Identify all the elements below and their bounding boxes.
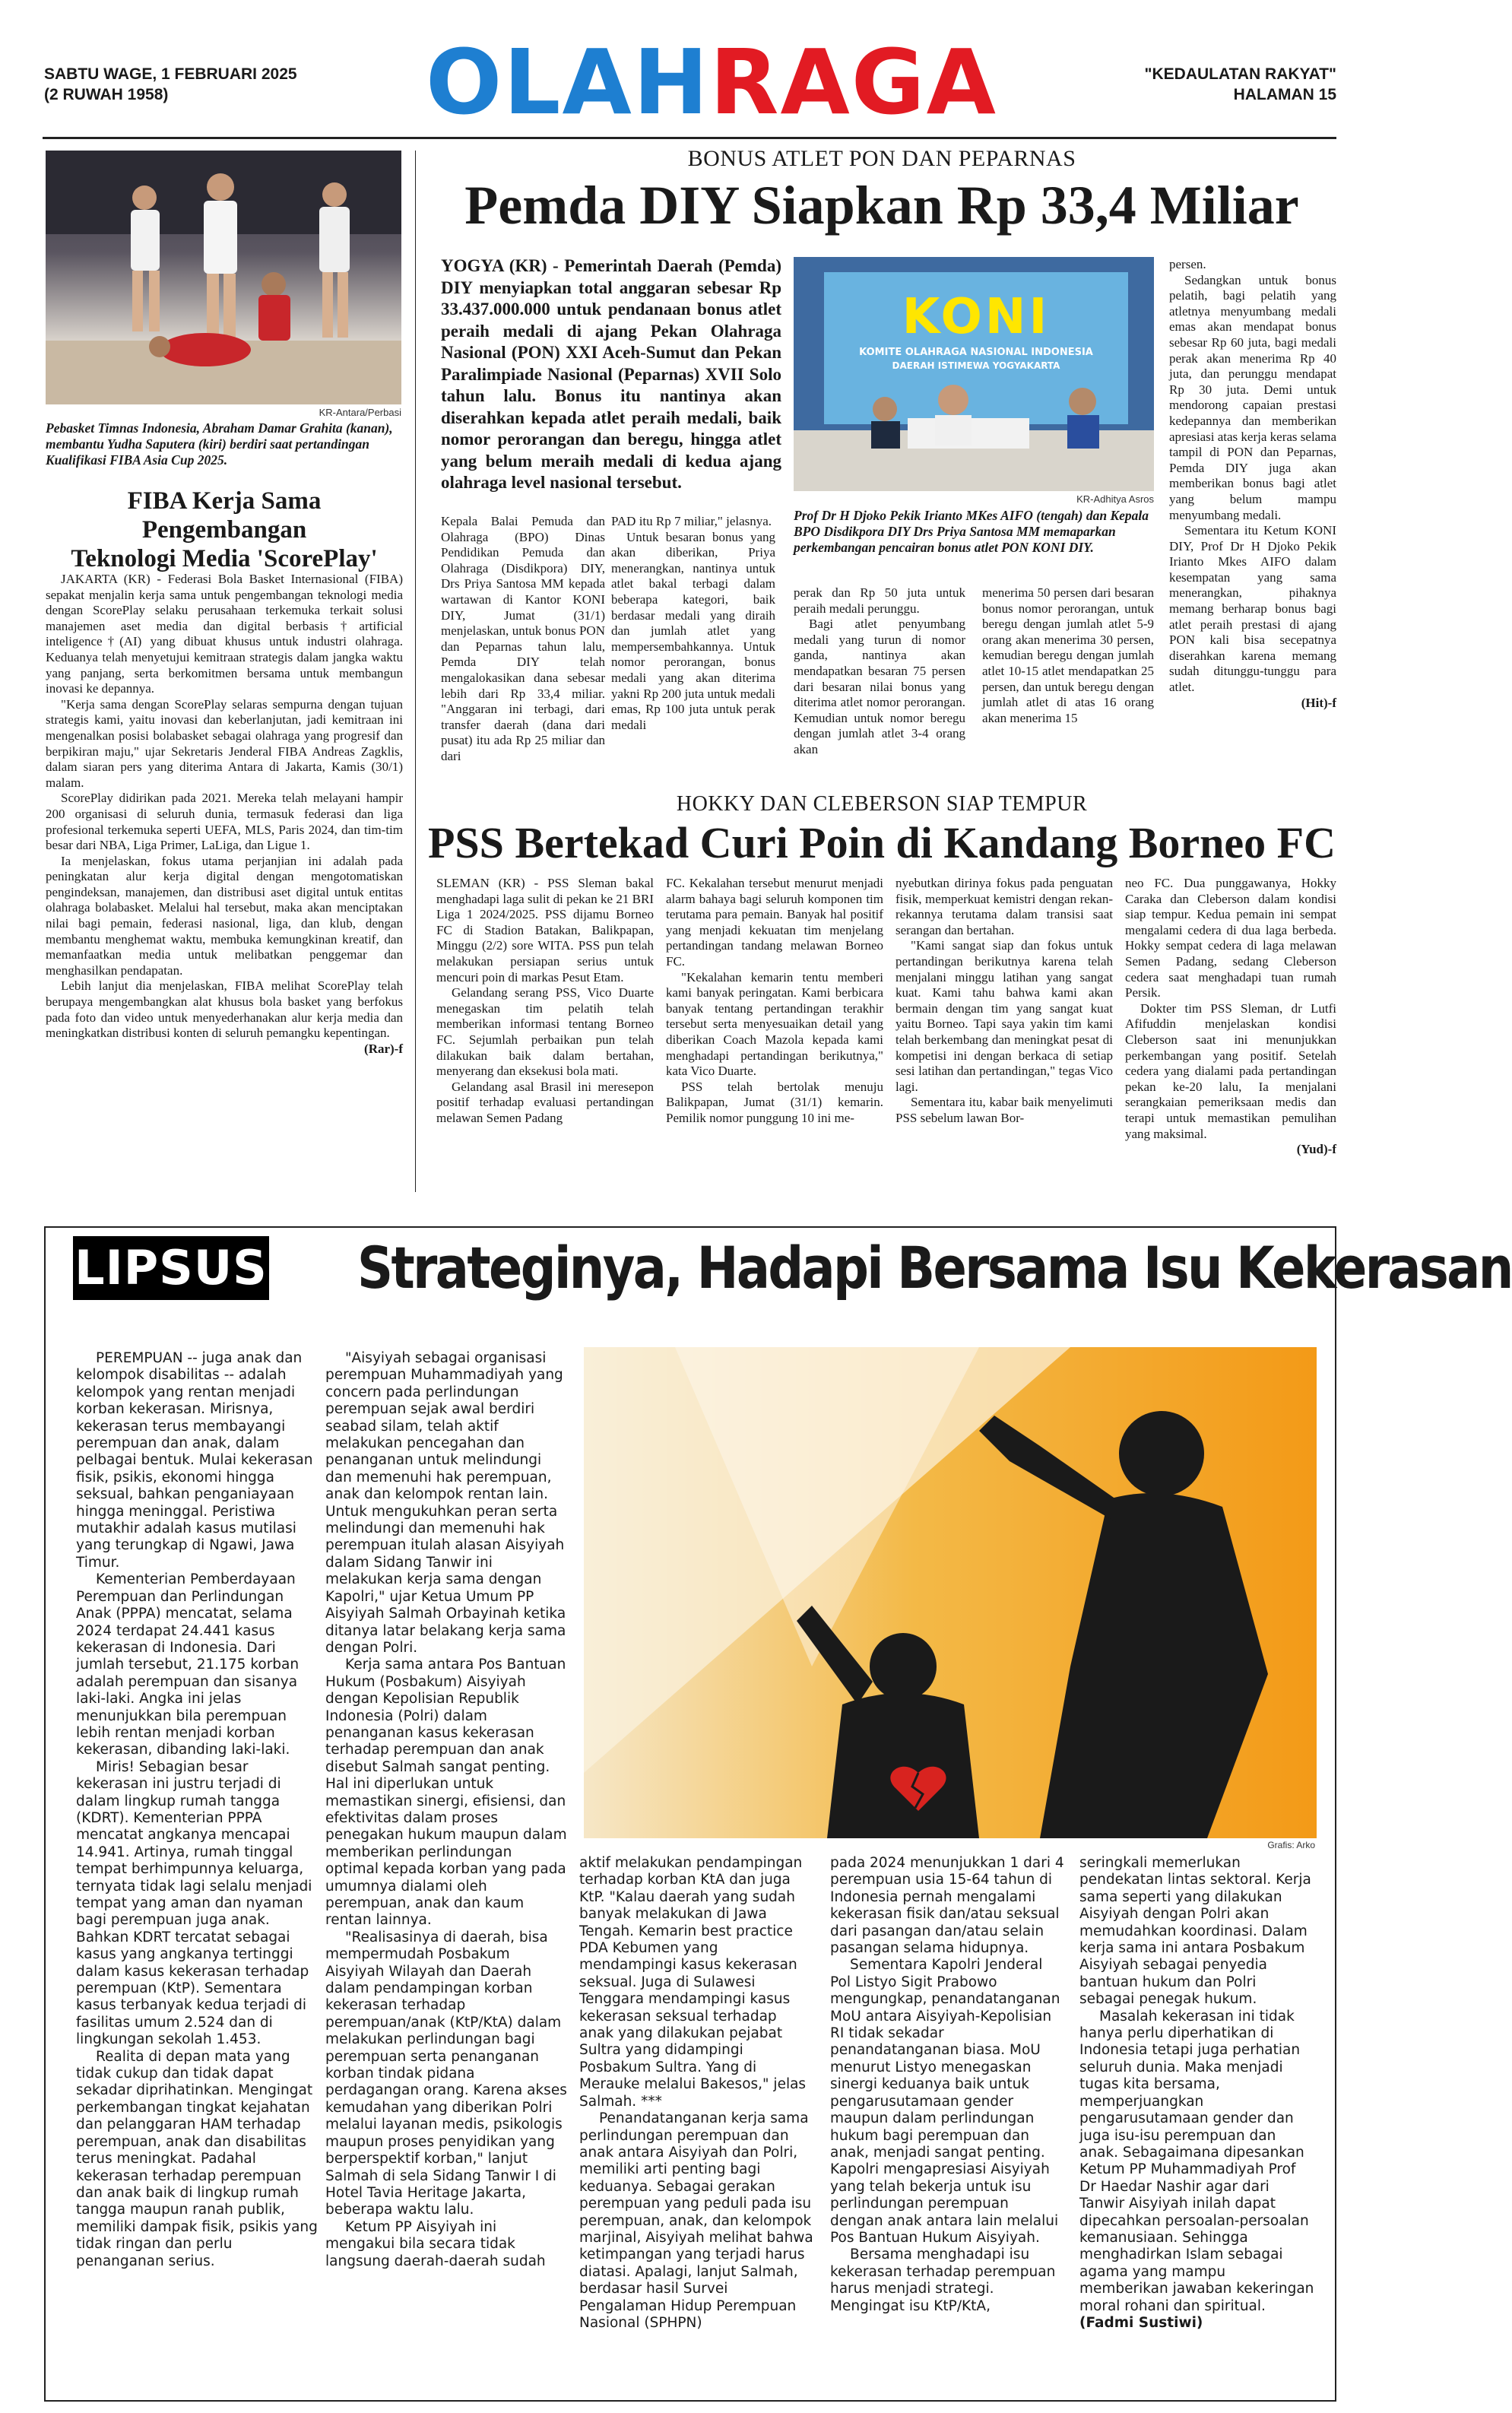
lipsus-paragraph: Realita di depan mata yang tidak cukup dan tidak dapat sekadar diprihatinkan. Mengingat perkembangan tingkat kejahatan dan pelanggaran HAM terhadap perempuan, anak dan disabilitas terus meningkat. Padahal kekerasan terhadap perempuan dan anak baik di lingkup rumah tangga maupun ranah publik, memiliki dampak fisik, psikis yang tidak ringan dan perlu penanganan serius.	[76, 2048, 318, 2269]
lipsus-paragraph: Masalah kekerasan ini tidak hanya perlu diperhatikan di Indonesia tetapi juga perhatian seluruh dunia. Maka menjadi tugas kita bersama, memperjuangkan pengarusutamaan gender dan juga isu-isu perempuan dan anak. Sebagaimana dipesankan Ketum PP Muhammadiyah Prof Dr Haedar Nashir agar dari Tanwir Aisyiyah inilah dapat dipecahkan persoalan-persoalan kemanusiaan. Sehingga menghadirkan Islam sebagai agama yang mampu memberikan jawaban kekeringan moral rohani dan spiritual.	[1079, 2008, 1314, 2314]
masthead-date-block	[44, 64, 297, 105]
lipsus-paragraph: Sementara Kapolri Jenderal Pol Listyo Sigit Prabowo mengungkap, penandatanganan MoU antara Aisyiyah-Kepolisian RI tidak sekadar penandatanganan biasa. MoU menurut Listyo menegaskan sinergi keduanya baik untuk pengarusutamaan gender maupun dalam perlindungan hukum bagi perempuan dan anak, menjadi sangat penting. Kapolri mengapresiasi Aisyiyah yang telah bekerja untuk isu perlindungan perempuan dengan anak antara lain melalui Pos Bantuan Hukum Aisyiyah.	[830, 1957, 1060, 2246]
lipsus-paragraph: "Aisyiyah sebagai organisasi perempuan Muhammadiyah yang concern pada perlindungan perempuan sejak awal berdiri seabad silam, telah aktif melakukan pencegahan dan penanganan untuk melindungi dan memenuhi hak perempuan, anak dan kelompok rentan lain. Untuk mengukuhkan peran serta melindungi dan memenuhi hak perempuan itulah alasan Aisyiyah dalam Sidang Tanwir ini melakukan kerja sama dengan Kapolri," ujar Ketua Umum PP Aisyiyah Salmah Orbayinah ketika ditanya latar belakang kerja sama dengan Polri.	[325, 1350, 566, 1656]
basketball-players-illustration	[46, 151, 401, 404]
pss-col3a-text: nyebutkan dirinya fokus pada penguatan fisik, memperkuat kemistri dengan rekan-rekannya terutama dalam transisi saat serangan dan bertahan.	[895, 876, 1113, 937]
pss-col4a-text: neo FC. Dua punggawanya, Hokky Caraka dan Cleberson dalam kondisi siap tempur. Kedua pemain ini sempat mengalami cedera di dua laga berbeda. Hokky sempat cedera di laga melawan Semen Padang, sedang Cleberson cedera saat menghadapi tuan rumah Persik.	[1125, 876, 1336, 1000]
pon-col3	[794, 585, 965, 758]
lipsus-paragraph: PEREMPUAN -- juga anak dan kelompok disabilitas -- adalah kelompok yang rentan menjadi korban kekerasan. Mirisnya, kekerasan terus membayangi perempuan dan anak, dalam pelbagai bentuk. Mulai kekerasan fisik, psikis, ekonomi hingga seksual, bahkan penganiayaan hingga meninggal. Peristiwa mutakhir adalah kasus mutilasi yang terungkap di Ngawi, Jawa Timur.	[76, 1350, 313, 1571]
pss-col2a-text: FC. Kekalahan tersebut menurut menjadi alarm bahaya bagi seluruh komponen tim terutama para pemain. Banyak hal positif yang menjadi kekuatan tim menjelang pertandingan tandang melawan Borneo FC.	[666, 876, 883, 969]
fiba-paragraph: Ia menjelaskan, fokus utama perjanjian ini adalah pada peningkatan alur kerja digital dengan mengotomatiskan pengindeksan, manajemen, dan distribusi aset digital untuk entitas olahraga bolabasket. Melalui hal tersebut, maka akan menciptakan nilai bagi pemain, federasi nasional, liga, dan klub, dengan membantu menghemat waktu, membuka kemungkinan kreatif, dan memanfaatkan media untuk melibatkan penggemar dan menghasilkan pendapatan.	[46, 853, 403, 978]
koni-banner-sub1: KOMITE OLAHRAGA NASIONAL INDONESIA	[859, 347, 1093, 358]
section-logo	[426, 30, 997, 135]
fiba-paragraph: ScorePlay didirikan pada 2021. Mereka telah melayani hampir 200 organisasi di seluruh dunia, termasuk federasi dan liga profesional terkemuka seperti UEFA, MLS, Paris 2024, dan tim-tim besar dari NBA, Liga Primer, LaLiga, dan Ligue 1.	[46, 791, 403, 853]
pon-col2	[611, 514, 775, 733]
lipsus-col2	[325, 1350, 569, 2270]
pon-col3b-text: Bagi atlet penyumbang medali yang turun di nomor ganda, nantinya akan mendapatkan besaran 75 persen dari besaran nilai bonus yang diterima atlet nomor perorangan. Kemudian untuk nomor beregu dengan jumlah atlet 3-4 orang akan	[794, 617, 965, 756]
lipsus-paragraph: Ketum PP Aisyiyah ini mengakui bila secara tidak langsung daerah-daerah sudah	[325, 2218, 546, 2269]
fiba-photo-credit: KR-Antara/Perbasi	[319, 407, 401, 418]
pss-col2c-text: PSS telah bertolak menuju Balikpapan, Jumat (31/1) kemarin. Pemilik nomor punggung 10 ini me-	[666, 1079, 883, 1125]
lipsus-paragraph: aktif melakukan pendampingan terhadap korban KtA dan juga KtP. "Kalau daerah yang sudah banyak melakukan di Jawa Tengah. Kemarin best practice PDA Kebumen yang mendampingi kasus kekerasan seksual. Juga di Sulawesi Tenggara mendampingi kasus kekerasan seksual terhadap anak yang dilakukan pejabat Sultra yang didampingi Posbakum Sultra. Yang di Merauke melalui Bakesos," jelas Salmah. ***	[579, 1855, 807, 2110]
pon-col2-text: PAD itu Rp 7 miliar," jelasnya.	[611, 514, 772, 528]
pon-col5b-text: Sedangkan untuk bonus pelatih, bagi pelatih yang atletnya menyumbang medali emas akan mendapat bonus sebesar Rp 60 juta, bagi medali perak akan menerima Rp 40 juta, dan perunggu mendapat Rp 30 juta. Demi untuk mendorong capaian prestasi kedepannya dan memberikan apresiasi atas kerja keras selama tampil di PON dan Peparnas, Pemda DIY juga akan memberikan bonus bagi atlet yang belum mampu menyumbang medali.	[1169, 272, 1336, 522]
lipsus-paragraph: Bersama menghadapi isu kekerasan terhadap perempuan harus menjadi strategi. Mengingat isu KtP/KtA,	[830, 2247, 1056, 2314]
fiba-sign: (Rar)-f	[364, 1041, 403, 1056]
masthead-page: HALAMAN 15	[1233, 86, 1336, 103]
lipsus-paragraph: Miris! Sebagian besar kekerasan ini justru terjadi di dalam lingkup rumah tangga (KDRT). Kementerian PPPA mencatat angkanya mencapai 14.941. Artinya, rumah tinggal tempat berhimpunnya keluarga, ternyata tidak lagi selalu menjadi tempat yang aman dan nyaman bagi perempuan juga anak. Bahkan KDRT tercatat sebagai kasus yang angkanya tertinggi dalam kasus kekerasan terhadap perempuan (KtP). Sementara kasus terbanyak kedua terjadi di fasilitas umum 2.524 dan di lingkungan sekolah 1.453.	[76, 1758, 312, 2048]
pon-photo-caption: Prof Dr H Djoko Pekik Irianto MKes AIFO (tengah) dan Kepala BPO Disdikpora DIY Drs Priya Santosa MM memaparkan perkembangan pencairan bonus atlet PON KONI DIY.	[794, 508, 1149, 555]
lipsus-paragraph: Kementerian Pemberdayaan Perempuan dan Perlindungan Anak (PPPA) mencatat, selama 2024 terdapat 24.441 kasus kekerasan di Indonesia. Dari jumlah tersebut, 21.175 korban adalah perempuan dan sisanya laki-laki. Angka ini jelas menunjukkan bila perempuan lebih rentan menjadi korban kekerasan, dibanding laki-laki.	[76, 1571, 300, 1758]
pon-col2b-text: Untuk besaran bonus yang akan diberikan, Priya menerangkan, nantinya untuk atlet bakal terbagi dalam beberapa kategori, baik berdasar medali yang diraih dan jumlah atlet yang mempersembahkannya. Untuk nomor perorangan, bonus medali yang akan diterima yakni Rp 200 juta untuk medali emas, Rp 100 juta untuk perak medali	[611, 529, 775, 732]
pss-col2	[666, 876, 883, 1127]
lipsus-graphic-credit: Grafis: Arko	[1267, 1840, 1315, 1850]
pon-col5c-text: Sementara itu Ketum KONI DIY, Prof Dr H Djoko Pekik Irianto Mkes AIFO dalam kesempatan yang sama menerangkan, pihaknya memang berharap bonus bagi atlet peraih prestasi di ajang PON kali bisa secepatnya diserahkan karena memang sudah ditunggu-tunggu para atlet.	[1169, 523, 1336, 695]
masthead-date: SABTU WAGE, 1 FEBRUARI 2025	[44, 65, 297, 83]
pon-col3-text: perak dan Rp 50 juta untuk peraih medali perunggu.	[794, 585, 965, 616]
lipsus-paragraph: Penandatanganan kerja sama perlindungan perempuan dan anak antara Aisyiyah dan Polri, memiliki arti penting bagi keduanya. Sebagai gerakan perempuan yang peduli pada isu perempuan, anak, dan kelompok marjinal, Aisyiyah melihat bahwa ketimpangan yang terjadi harus diatasi. Apalagi, lanjut Salmah, berdasar hasil Survei Pengalaman Hidup Perempuan Nasional (SPHPN)	[579, 2110, 813, 2331]
koni-banner-title: KONI	[902, 289, 1051, 345]
fiba-headline	[46, 487, 403, 573]
pon-photo-credit: KR-Adhitya Asros	[1076, 493, 1154, 505]
fiba-headline-line2: Teknologi Media 'ScorePlay'	[71, 545, 378, 572]
lipsus-col5	[1079, 1855, 1315, 2332]
fiba-body	[46, 572, 403, 1057]
pon-col1-text: Kepala Balai Pemuda dan Olahraga (BPO) Dinas Pendidikan Pemuda dan Olahraga (Disdikpora) DIY, Drs Priya Santosa MM kepada wartawan di Kantor KONI DIY, Jumat (31/1) menjelaskan, untuk bonus PON dan Peparnas tahun lalu, Pemda DIY telah mengalokasikan dana sebesar lebih dari Rp 33,4 miliar. "Anggaran ini terbagi, dari transfer daerah (dana dari pusat) itu ada Rp 25 miliar dan dari	[441, 514, 605, 763]
lipsus-paragraph: "Realisasinya di daerah, bisa mempermudah Posbakum Aisyiyah Wilayah dan Daerah dalam pendampingan korban kekerasan terhadap perempuan/anak (KtP/KtA) dalam melakukan perlindungan bagi perempuan serta penanganan korban tindak pidana perdagangan orang. Karena akses kemudahan yang diberikan Polri melalui layanan medis, psikologis maupun proses penyidikan yang berperspektif korban," lanjut Salmah di sela Sidang Tanwir I di Hotel Tavia Heritage Jakarta, beberapa waktu lalu.	[325, 1929, 567, 2218]
pon-photo	[794, 257, 1154, 491]
pon-kicker: BONUS ATLET PON DAN PEPARNAS	[687, 146, 1076, 171]
masthead-rule	[43, 137, 1336, 139]
pss-col1c-text: Gelandang asal Brasil ini meresepon positif terhadap evaluasi pertandingan melawan Semen Padang	[436, 1079, 654, 1125]
lipsus-col4	[830, 1855, 1066, 2315]
pon-sign: (Hit)-f	[1301, 695, 1336, 710]
koni-banner-sub2: DAERAH ISTIMEWA YOGYAKARTA	[892, 360, 1060, 371]
masthead-right-block	[1145, 64, 1336, 105]
pss-col3b-text: "Kami sangat siap dan fokus untuk pertandingan berikutnya karena telah menjalani minggu latihan yang sangat kuat. Kami tahu bahwa kami akan bermain dengan tim yang sangat kuat yaitu Borneo. Tapi saya yakin tim kami telah berkembang dan meningkat pesat di kompetisi ini dengan berkaca di setiap sesi latihan dan pertandingan," tegas Vico lagi.	[895, 938, 1113, 1094]
fiba-paragraph: "Kerja sama dengan ScorePlay selaras sempurna dengan tujuan strategis kami, yaitu inovasi dan keberlanjutan, jadi kemitraan ini mengenalkan posisi bolabasket sebagai olahraga yang progresif dan berpikiran maju," ujar Sekretaris Jenderal FIBA Andreas Zagklis, dalam siaran pers yang diterima Antara di Jakarta, Kamis (30/1) malam.	[46, 696, 403, 790]
pon-col4-text: menerima 50 persen dari besaran bonus nomor perorangan, untuk beregu dengan jumlah atlet 5-9 orang akan menerima 30 persen, kemudian beregu dengan jumlah atlet 10-15 atlet mendapatkan 25 persen, dan untuk beregu dengan jumlah atlet di atas 16 orang akan menerima 15	[982, 585, 1154, 725]
pss-col1	[436, 876, 654, 1127]
pon-headline: Pemda DIY Siapkan Rp 33,4 Miliar	[464, 175, 1299, 236]
lipsus-col1	[76, 1350, 318, 2270]
pss-headline: PSS Bertekad Curi Poin di Kandang Borneo FC	[428, 818, 1336, 867]
pss-col3	[895, 876, 1113, 1127]
lipsus-label: LIPSUS	[73, 1236, 269, 1300]
masthead-publisher: "KEDAULATAN RAKYAT"	[1144, 65, 1336, 83]
pss-col3c-text: Sementara itu, kabar baik menyelimuti PSS sebelum lawan Bor-	[895, 1095, 1113, 1125]
pss-col2b-text: "Kekalahan kemarin tentu memberi kami banyak peringatan. Kami berbicara banyak tentang pertandingan terakhir tersebut serta menyesuaikan detail yang diberikan Coach Mazola kepada kami menghadapi pertandingan berikutnya," kata Vico Duarte.	[666, 969, 883, 1079]
masthead-hijri: (2 RUWAH 1958)	[44, 86, 169, 103]
pon-col5	[1169, 257, 1336, 711]
fiba-paragraph: Lebih lanjut dia menjelaskan, FIBA melihat ScorePlay telah berupaya mengembangkan alat khusus bola basket yang berfokus pada foto dan video untuk menyederhanakan alur kerja media dan meningkatkan distribusi konten di seluruh pemangku kepentingan.	[46, 978, 403, 1041]
logo-olah: OLAH	[426, 30, 710, 135]
logo-raga: RAGA	[709, 30, 997, 135]
pss-col4	[1125, 876, 1336, 1158]
lipsus-graphic	[584, 1347, 1317, 1838]
lipsus-paragraph: seringkali memerlukan pendekatan lintas sektoral. Kerja sama seperti yang dilakukan Aisyiyah dengan Polri akan memudahkan koordinasi. Dalam kerja sama ini antara Posbakum Aisyiyah sebagai penyedia bantuan hukum dan Polri sebagai penegak hukum.	[1079, 1855, 1311, 2008]
pon-col5a-text: persen.	[1169, 257, 1206, 271]
fiba-photo-caption: Pebasket Timnas Indonesia, Abraham Damar Grahita (kanan), membantu Yudha Saputera (kiri) berdiri saat pertandingan Kualifikasi FIBA Asia Cup 2025.	[46, 420, 393, 468]
pon-lead: YOGYA (KR) - Pemerintah Daerah (Pemda) DIY menyiapkan total anggaran sebesar Rp 33.437.000.000 untuk pendanaan bonus atlet peraih medali di ajang Pekan Olahraga Nasional (PON) XXI Aceh-Sumut dan Pekan Paralimpiade Nasional (Peparnas) XVII Solo tahun lalu. Bonus itu nantinya akan diserahkan kepada atlet peraih medali, baik nomor perorangan dan beregu, hingga atlet yang belum meraih medali di kedua ajang olahraga level nasional tersebut.	[441, 256, 781, 492]
fiba-paragraph: JAKARTA (KR) - Federasi Bola Basket Internasional (FIBA) sepakat menjalin kerja sama untuk pengembangan teknologi media dengan ScorePlay selaku perusahaan terkemuka terkait solusi manajemen aset media dan digital berbasis†artificial inteligence†(AI) yang dibuat khusus untuk industri olahraga. Keduanya telah menyetujui kemitraan strategis dalam jangka waktu yang panjang, serta berkomitmen bersama untuk membangun inovasi ke depannya.	[46, 572, 403, 696]
fiba-headline-line1: FIBA Kerja Sama Pengembangan	[127, 487, 322, 544]
pon-col4	[982, 585, 1154, 726]
pon-col1	[441, 514, 605, 765]
pss-col1b-text: Gelandang serang PSS, Vico Duarte menegaskan tim pelatih telah memberikan informasi tentang Borneo FC. Sejumlah perbaikan pun telah dilakukan baik dalam bertahan, menyerang dan eksekusi bola mati.	[436, 985, 654, 1079]
pss-sign: (Yud)-f	[1296, 1142, 1336, 1157]
lipsus-headline: Strateginya, Hadapi Bersama Isu Kekerasan	[357, 1234, 1512, 1302]
lipsus-paragraph: pada 2024 menunjukkan 1 dari 4 perempuan usia 15-64 tahun di Indonesia pernah mengalami kekerasan fisik dan/atau seksual dari pasangan dan/atau selain pasangan selama hidupnya.	[830, 1855, 1064, 1957]
lipsus-col3	[579, 1855, 815, 2332]
column-divider	[415, 151, 416, 1192]
pss-col1a-text: SLEMAN (KR) - PSS Sleman bakal menghadapi laga sulit di pekan ke 21 BRI Liga 1 2024/2025. PSS dijamu Borneo FC di Stadion Batakan, Balikpapan, Minggu (2/2) sore WITA. PSS pun telah melakukan persiapan serius untuk mencuri poin di markas Pesut Etam.	[436, 876, 654, 985]
fiba-photo	[46, 151, 401, 404]
pss-kicker: HOKKY DAN CLEBERSON SIAP TEMPUR	[676, 792, 1088, 816]
lipsus-sign: (Fadmi Sustiwi)	[1079, 2314, 1203, 2331]
lipsus-paragraph: Kerja sama antara Pos Bantuan Hukum (Posbakum) Aisyiyah dengan Kepolisian Republik Indonesia (Polri) dalam penanganan kasus kekerasan terhadap perempuan dan anak disebut Salmah sangat penting. Hal ini diperlukan untuk memastikan sinergi, efisiensi, dan efektivitas dalam proses penegakan hukum maupun dalam memberikan perlindungan optimal kepada korban yang pada umumnya dialami oleh perempuan, anak dan kaum rentan lainnya.	[325, 1657, 567, 1929]
pss-col4b-text: Dokter tim PSS Sleman, dr Lutfi Afifuddin menjelaskan kondisi Cleberson saat ini menunjukkan perkembangan yang positif. Setelah cedera yang dialami pada pertandingan pekan ke-20 lalu, Ia menjalani serangkaian pemeriksaan medis dan terapi untuk memastikan pemulihan yang maksimal.	[1125, 1000, 1336, 1141]
violence-silhouette-illustration	[584, 1347, 1317, 1838]
